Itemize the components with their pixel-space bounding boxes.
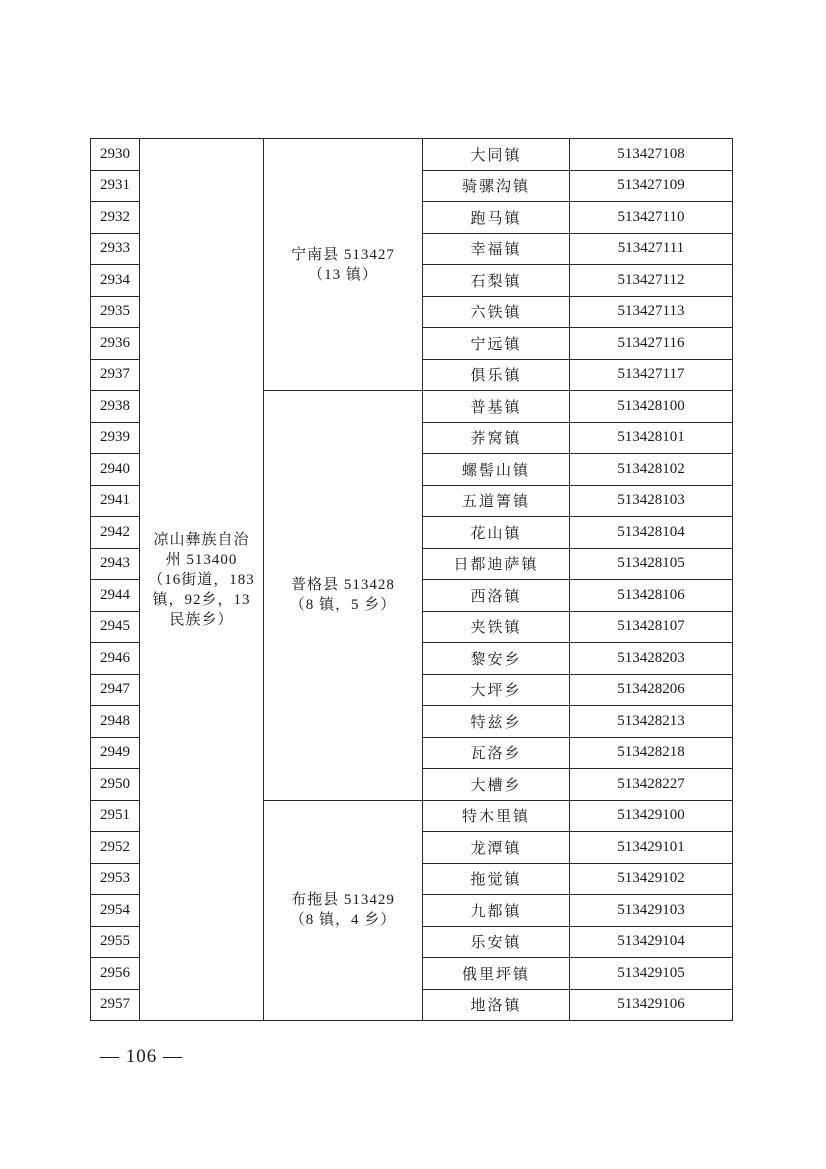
division-code: 513429104 (570, 926, 733, 958)
row-number: 2945 (91, 611, 140, 643)
row-number: 2957 (91, 989, 140, 1021)
division-code: 513428213 (570, 706, 733, 738)
row-number: 2937 (91, 359, 140, 391)
division-code: 513428101 (570, 422, 733, 454)
township-name: 地洛镇 (423, 989, 570, 1021)
county-summary: （13 镇） (308, 266, 378, 283)
division-code: 513429106 (570, 989, 733, 1021)
division-code: 513427116 (570, 328, 733, 360)
division-code: 513428100 (570, 391, 733, 423)
division-code: 513428203 (570, 643, 733, 675)
township-name: 特木里镇 (423, 800, 570, 832)
prefecture-name: 凉山彝族自治州 513400 (153, 531, 250, 568)
row-number: 2931 (91, 170, 140, 202)
row-number: 2949 (91, 737, 140, 769)
prefecture-cell (140, 139, 264, 1021)
row-number: 2944 (91, 580, 140, 612)
county-summary: （8 镇，4 乡） (289, 912, 397, 929)
division-code: 513428218 (570, 737, 733, 769)
township-name: 西洛镇 (423, 580, 570, 612)
row-number: 2951 (91, 800, 140, 832)
division-code: 513429100 (570, 800, 733, 832)
division-code: 513428206 (570, 674, 733, 706)
division-code: 513428106 (570, 580, 733, 612)
township-name: 乐安镇 (423, 926, 570, 958)
township-name: 荞窝镇 (423, 422, 570, 454)
township-name: 龙潭镇 (423, 832, 570, 864)
township-name: 夹铁镇 (423, 611, 570, 643)
division-code: 513427113 (570, 296, 733, 328)
division-code: 513429101 (570, 832, 733, 864)
division-code: 513428107 (570, 611, 733, 643)
division-code: 513428103 (570, 485, 733, 517)
township-name: 俱乐镇 (423, 359, 570, 391)
township-name: 九都镇 (423, 895, 570, 927)
division-code: 513428227 (570, 769, 733, 801)
division-code: 513427110 (570, 202, 733, 234)
county-cell (264, 139, 423, 391)
township-name: 大同镇 (423, 139, 570, 171)
row-number: 2954 (91, 895, 140, 927)
table-row (91, 139, 733, 171)
township-name: 大槽乡 (423, 769, 570, 801)
township-name: 黎安乡 (423, 643, 570, 675)
division-code: 513427117 (570, 359, 733, 391)
row-number: 2934 (91, 265, 140, 297)
township-name: 宁远镇 (423, 328, 570, 360)
division-code: 513429103 (570, 895, 733, 927)
township-name: 幸福镇 (423, 233, 570, 265)
row-number: 2955 (91, 926, 140, 958)
division-code: 513428105 (570, 548, 733, 580)
county-cell (264, 391, 423, 801)
county-name: 布拖县 513429 (291, 892, 395, 909)
township-name: 特兹乡 (423, 706, 570, 738)
row-number: 2938 (91, 391, 140, 423)
township-name: 六铁镇 (423, 296, 570, 328)
division-code: 513429102 (570, 863, 733, 895)
division-code: 513427112 (570, 265, 733, 297)
township-name: 花山镇 (423, 517, 570, 549)
row-number: 2930 (91, 139, 140, 171)
division-code: 513428104 (570, 517, 733, 549)
row-number: 2946 (91, 643, 140, 675)
row-number: 2932 (91, 202, 140, 234)
row-number: 2941 (91, 485, 140, 517)
township-name: 骑骡沟镇 (423, 170, 570, 202)
page-number: — 106 — (100, 1046, 183, 1067)
division-code: 513427111 (570, 233, 733, 265)
township-name: 日都迪萨镇 (423, 548, 570, 580)
prefecture-summary: （16街道，183镇，92乡，13民族乡） (148, 571, 255, 628)
row-number: 2956 (91, 958, 140, 990)
row-number: 2947 (91, 674, 140, 706)
division-code: 513427109 (570, 170, 733, 202)
table-body (91, 139, 733, 1021)
row-number: 2943 (91, 548, 140, 580)
township-name: 大坪乡 (423, 674, 570, 706)
township-name: 石梨镇 (423, 265, 570, 297)
division-code-table (90, 138, 733, 1021)
row-number: 2936 (91, 328, 140, 360)
county-name: 宁南县 513427 (291, 246, 395, 263)
division-code: 513428102 (570, 454, 733, 486)
row-number: 2948 (91, 706, 140, 738)
township-name: 瓦洛乡 (423, 737, 570, 769)
row-number: 2952 (91, 832, 140, 864)
row-number: 2940 (91, 454, 140, 486)
row-number: 2935 (91, 296, 140, 328)
township-name: 五道箐镇 (423, 485, 570, 517)
row-number: 2953 (91, 863, 140, 895)
county-name: 普格县 513428 (291, 577, 395, 594)
county-summary: （8 镇，5 乡） (289, 597, 397, 614)
township-name: 俄里坪镇 (423, 958, 570, 990)
row-number: 2933 (91, 233, 140, 265)
row-number: 2950 (91, 769, 140, 801)
row-number: 2942 (91, 517, 140, 549)
township-name: 螺髻山镇 (423, 454, 570, 486)
township-name: 拖觉镇 (423, 863, 570, 895)
township-name: 跑马镇 (423, 202, 570, 234)
row-number: 2939 (91, 422, 140, 454)
division-code: 513429105 (570, 958, 733, 990)
division-code: 513427108 (570, 139, 733, 171)
township-name: 普基镇 (423, 391, 570, 423)
county-cell (264, 800, 423, 1021)
